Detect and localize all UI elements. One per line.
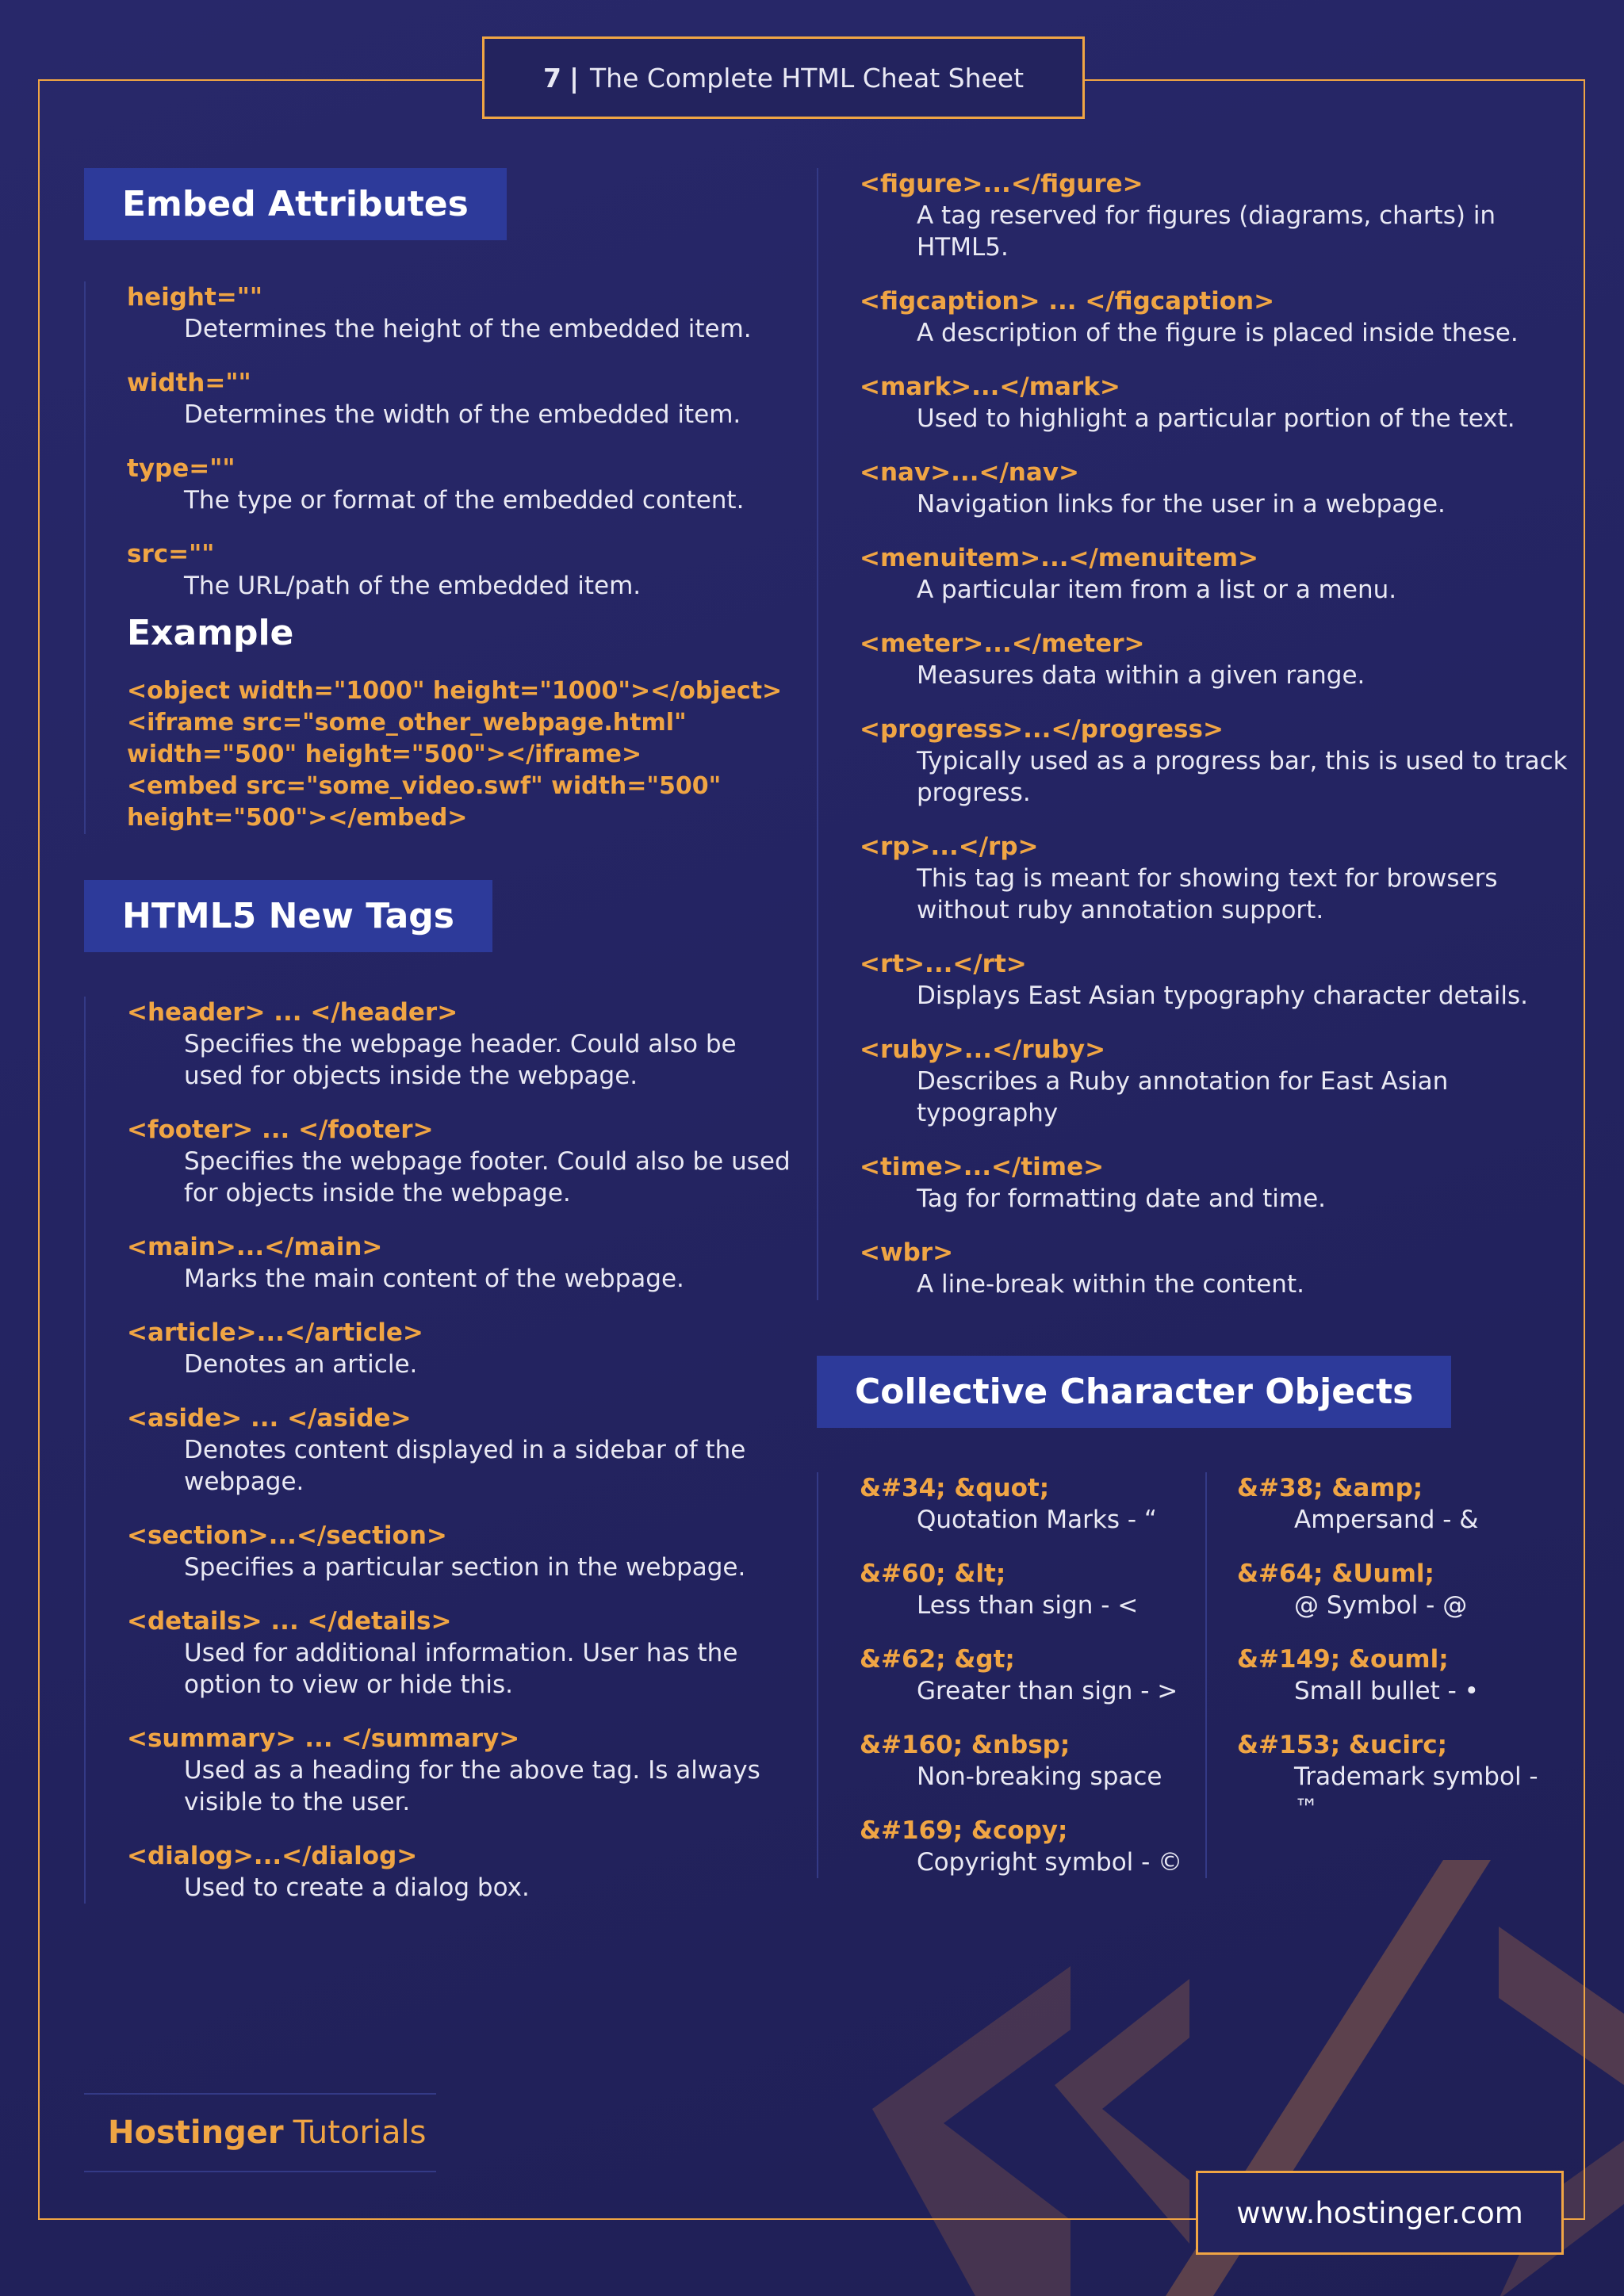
list-item	[127, 997, 798, 1092]
website-link[interactable]: www.hostinger.com	[1196, 2171, 1564, 2255]
embed-section	[84, 281, 798, 834]
tag-name: <rt>...</rt>	[860, 950, 1027, 978]
attr-desc: Determines the width of the embedded item.	[184, 400, 741, 429]
list-item	[127, 367, 798, 430]
left-column	[84, 168, 798, 1904]
list-item	[860, 285, 1578, 349]
tag-name: <progress>...</progress>	[860, 715, 1224, 744]
attr-desc: Determines the height of the embedded item.	[184, 315, 752, 343]
html5-section	[84, 997, 798, 1904]
header-separator: |	[569, 62, 579, 94]
example-code	[127, 675, 798, 834]
list-item	[860, 371, 1578, 434]
tag-name: <time>...</time>	[860, 1153, 1105, 1181]
list-item	[127, 1840, 798, 1904]
list-item	[1237, 1644, 1554, 1707]
attr-desc: The URL/path of the embedded item.	[184, 572, 642, 600]
tag-desc: Typically used as a progress bar, this is used to track progress.	[917, 747, 1568, 807]
cco-column-1	[817, 1472, 1205, 1878]
entity-desc: Ampersand - &	[1294, 1506, 1479, 1534]
tag-desc: Used to create a dialog box.	[184, 1873, 530, 1902]
tag-name: <figcaption> ... </figcaption>	[860, 287, 1275, 316]
entity-desc: Non-breaking space	[917, 1762, 1162, 1791]
page-number: 7	[542, 62, 561, 94]
entity-code: &#169; &copy;	[860, 1816, 1068, 1845]
right-column	[817, 168, 1578, 1878]
tag-name: <details> ... </details>	[127, 1607, 452, 1636]
attr-desc: The type or format of the embedded content.	[184, 486, 745, 515]
list-item	[127, 1317, 798, 1380]
tag-desc: A line-break within the content.	[917, 1270, 1304, 1299]
list-item	[127, 1231, 798, 1295]
list-item	[860, 714, 1578, 809]
tag-desc: Used for additional information. User has the option to view or hide this.	[184, 1639, 738, 1699]
entity-code: &#38; &amp;	[1237, 1474, 1423, 1502]
list-item	[860, 542, 1578, 606]
tag-name: <footer> ... </footer>	[127, 1115, 434, 1144]
tag-name: <mark>...</mark>	[860, 373, 1120, 401]
cco-column-2	[1205, 1472, 1554, 1878]
tag-desc: Tag for formatting date and time.	[917, 1184, 1327, 1213]
list-item	[1237, 1558, 1554, 1621]
list-item	[127, 1605, 798, 1701]
list-item	[127, 281, 798, 345]
cco-grid	[817, 1472, 1578, 1878]
tag-desc: Specifies the webpage header. Could also be used for objects inside the webpage.	[184, 1030, 737, 1090]
list-item	[1237, 1472, 1554, 1536]
list-item	[127, 538, 798, 602]
entity-code: &#160; &nbsp;	[860, 1731, 1071, 1759]
tag-desc: Specifies a particular section in the webpage.	[184, 1553, 746, 1582]
tag-name: <summary> ... </summary>	[127, 1724, 520, 1753]
list-item	[860, 1034, 1578, 1129]
tag-desc: Specifies the webpage footer. Could also be used for objects inside the webpage.	[184, 1147, 791, 1207]
code-line: height="500"></embed>	[127, 804, 468, 832]
section-title-html5: HTML5 New Tags	[84, 880, 492, 952]
entity-desc: Copyright symbol - ©	[917, 1848, 1183, 1877]
list-item	[127, 1723, 798, 1818]
page-header	[482, 36, 1085, 119]
tag-name: <article>...</article>	[127, 1318, 423, 1347]
entity-code: &#34; &quot;	[860, 1474, 1050, 1502]
list-item	[127, 1402, 798, 1498]
brand-name: Hostinger	[108, 2114, 284, 2151]
code-line: <embed src="some_video.swf" width="500"	[127, 772, 722, 800]
entity-desc: Quotation Marks - “	[917, 1506, 1157, 1534]
list-item	[860, 1151, 1578, 1215]
attr-name: height=""	[127, 283, 263, 312]
list-item	[860, 948, 1578, 1012]
list-item	[127, 1520, 798, 1583]
list-item	[860, 168, 1578, 263]
tag-name: <rp>...</rp>	[860, 832, 1039, 861]
entity-desc: Less than sign - <	[917, 1591, 1139, 1620]
list-item	[127, 453, 798, 516]
page-title: The Complete HTML Cheat Sheet	[590, 62, 1025, 94]
tag-name: <figure>...</figure>	[860, 170, 1143, 198]
entity-code: &#149; &ouml;	[1237, 1645, 1449, 1674]
tag-desc: Used as a heading for the above tag. Is always visible to the user.	[184, 1756, 760, 1816]
list-item	[860, 457, 1578, 520]
tag-desc: Marks the main content of the webpage.	[184, 1265, 684, 1293]
entity-code: &#62; &gt;	[860, 1645, 1015, 1674]
code-line: width="500" height="500"></iframe>	[127, 740, 642, 768]
tag-desc: This tag is meant for showing text for browsers without ruby annotation support.	[917, 864, 1498, 924]
tag-name: <menuitem>...</menuitem>	[860, 544, 1259, 572]
list-item	[860, 1815, 1205, 1878]
tag-desc: Describes a Ruby annotation for East Asian typography	[917, 1067, 1449, 1127]
tag-desc: Denotes content displayed in a sidebar of the webpage.	[184, 1436, 746, 1496]
entity-desc: Small bullet - •	[1294, 1677, 1479, 1705]
list-item	[860, 831, 1578, 926]
tag-desc: Navigation links for the user in a webpage.	[917, 490, 1446, 519]
list-item	[860, 1472, 1205, 1536]
list-item	[1237, 1729, 1554, 1824]
attr-name: width=""	[127, 369, 251, 397]
list-item	[860, 628, 1578, 691]
tag-name: <aside> ... </aside>	[127, 1404, 412, 1433]
attr-name: src=""	[127, 540, 215, 568]
tag-desc: A tag reserved for figures (diagrams, charts) in HTML5.	[917, 201, 1496, 262]
tag-name: <section>...</section>	[127, 1521, 447, 1550]
tag-desc: Measures data within a given range.	[917, 661, 1365, 690]
tag-name: <main>...</main>	[127, 1233, 383, 1261]
section-title-cco: Collective Character Objects	[817, 1356, 1451, 1428]
tag-name: <meter>...</meter>	[860, 629, 1145, 658]
section-title-embed: Embed Attributes	[84, 168, 507, 240]
entity-desc: Trademark symbol - ™	[1294, 1762, 1538, 1823]
tag-name: <ruby>...</ruby>	[860, 1035, 1106, 1064]
tag-name: <header> ... </header>	[127, 998, 458, 1027]
tag-name: <wbr>	[860, 1238, 954, 1267]
entity-code: &#60; &lt;	[860, 1559, 1006, 1588]
attr-name: type=""	[127, 454, 236, 483]
footer-brand	[84, 2093, 436, 2172]
entity-code: &#64; &Uuml;	[1237, 1559, 1434, 1588]
list-item	[860, 1237, 1578, 1300]
html5-tags-continued	[817, 168, 1578, 1300]
list-item	[860, 1729, 1205, 1793]
entity-desc: @ Symbol - @	[1294, 1591, 1468, 1620]
list-item	[860, 1644, 1205, 1707]
entity-code: &#153; &ucirc;	[1237, 1731, 1448, 1759]
tag-desc: Displays East Asian typography character details.	[917, 982, 1529, 1010]
list-item	[127, 1114, 798, 1209]
example-title: Example	[127, 613, 294, 653]
brand-subtitle: Tutorials	[293, 2114, 427, 2151]
tag-name: <dialog>...</dialog>	[127, 1842, 418, 1870]
list-item	[860, 1558, 1205, 1621]
entity-desc: Greater than sign - >	[917, 1677, 1178, 1705]
tag-desc: A particular item from a list or a menu.	[917, 576, 1397, 604]
tag-name: <nav>...</nav>	[860, 458, 1079, 487]
tag-desc: Used to highlight a particular portion of the text.	[917, 404, 1515, 433]
tag-desc: Denotes an article.	[184, 1350, 418, 1379]
tag-desc: A description of the figure is placed inside these.	[917, 319, 1519, 347]
code-line: <iframe src="some_other_webpage.html"	[127, 709, 687, 737]
code-line: <object width="1000" height="1000"></object>	[127, 677, 783, 705]
